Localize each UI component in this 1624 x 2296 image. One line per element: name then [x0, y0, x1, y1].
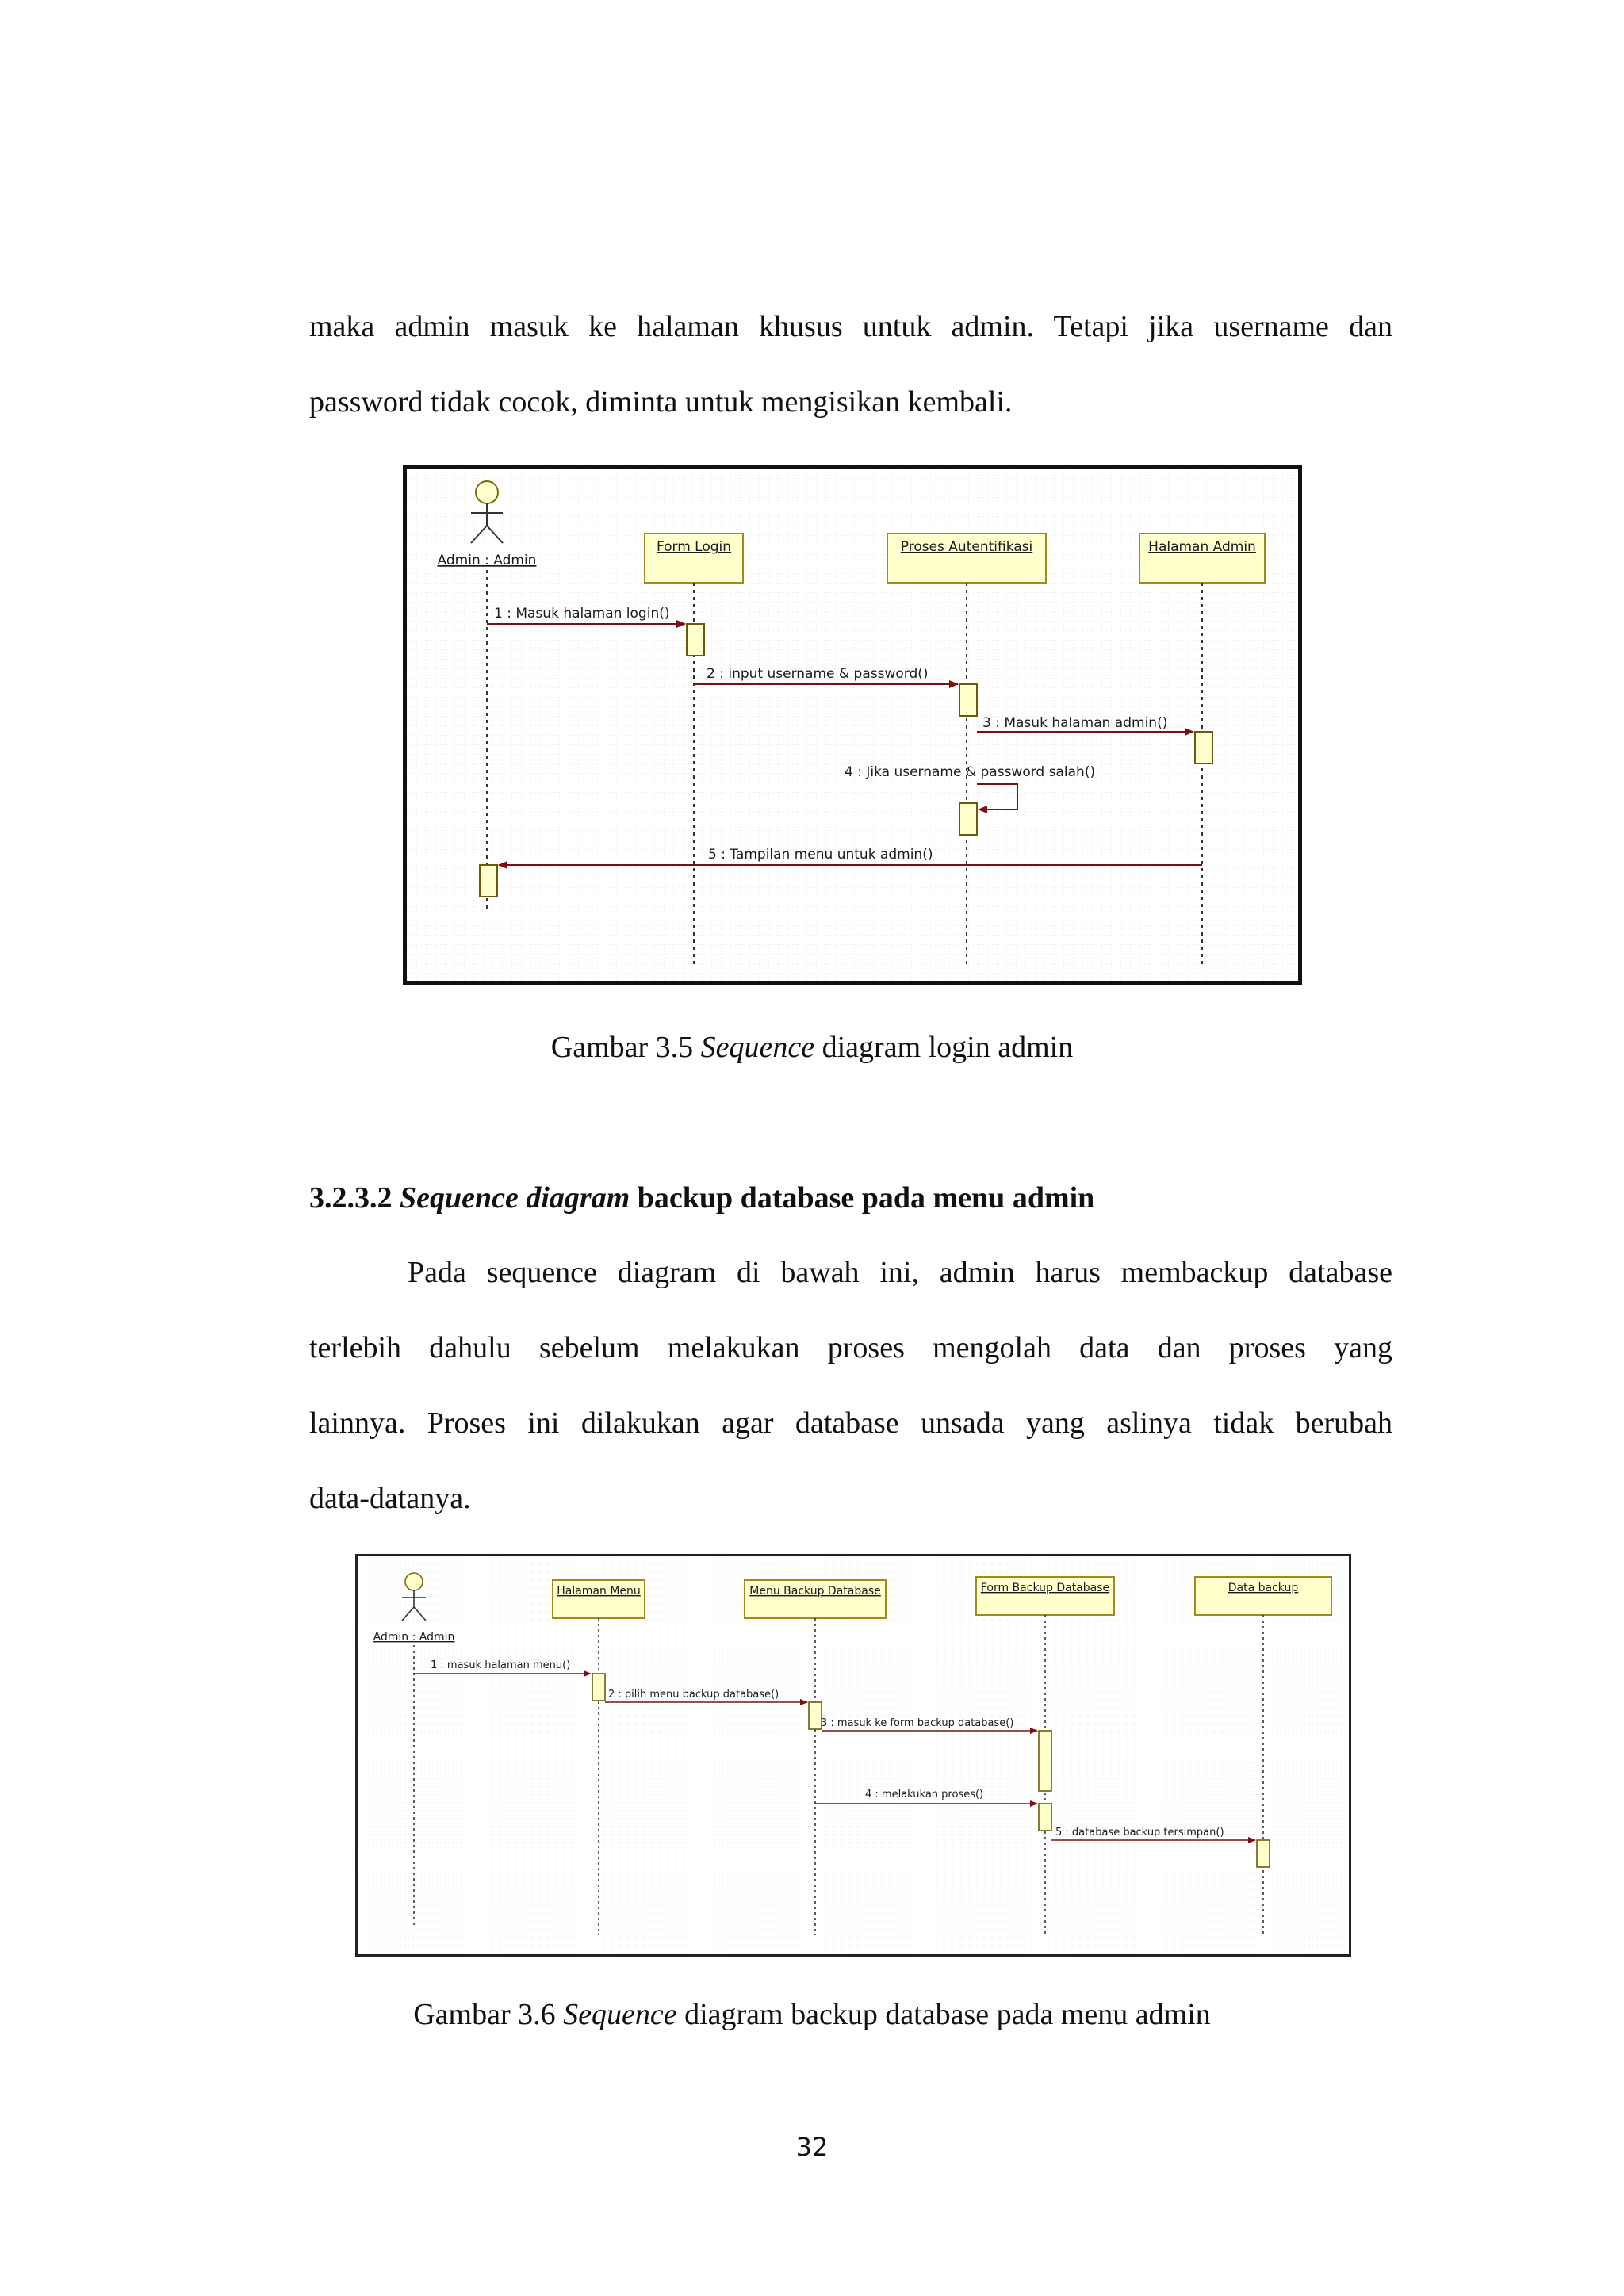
lifeline-halaman-menu [553, 1580, 645, 1618]
sequence-diagram-backup [355, 1554, 1351, 1957]
message-label: 1 : masuk halaman menu() [431, 1659, 571, 1671]
lifeline-menu-backup-database [745, 1580, 886, 1618]
message-label: 4 : Jika username & password salah() [845, 764, 1096, 780]
paragraph-line: lainnya. Proses ini dilakukan agar database unsada yang aslinya tidak berubah [309, 1406, 1392, 1440]
figure-caption-3-5: Gambar 3.5 Sequence diagram login admin [550, 1031, 1074, 1064]
lifeline-halaman-admin [1139, 534, 1265, 583]
lifeline-data-backup [1195, 1577, 1331, 1615]
paragraph-line: terlebih dahulu sebelum melakukan proses mengolah data dan proses yang [309, 1331, 1392, 1364]
section-heading: 3.2.3.2 Sequence diagram backup database pada menu admin [309, 1181, 1095, 1215]
paragraph-line: Pada sequence diagram di bawah ini, admin harus membackup database [408, 1256, 1392, 1289]
paragraph-line: data-datanya. [309, 1482, 471, 1515]
page-number: 32 [795, 2132, 829, 2162]
sequence-diagram-login-svg [407, 469, 1298, 981]
lifeline-label: Form Backup Database [980, 1582, 1110, 1594]
sequence-diagram-login [403, 465, 1302, 985]
message-label: 1 : Masuk halaman login() [494, 606, 670, 622]
lifeline-label: Menu Backup Database [749, 1585, 881, 1598]
paragraph-line: password tidak cocok, diminta untuk mengisikan kembali. [309, 385, 1013, 419]
lifeline-form-login [645, 534, 743, 583]
message-label: 2 : pilih menu backup database() [608, 1689, 779, 1701]
message-label: 4 : melakukan proses() [865, 1789, 984, 1800]
lifeline-label: Data backup [1228, 1582, 1299, 1594]
actor-label: Admin : Admin [437, 553, 537, 568]
actor-label: Admin : Admin [373, 1631, 455, 1644]
message-label: 3 : masuk ke form backup database() [821, 1717, 1014, 1729]
body-paragraph-2 [309, 1235, 1392, 1536]
lifeline-label: Proses Autentifikasi [900, 539, 1033, 555]
lifeline-label: Halaman Admin [1148, 539, 1256, 555]
figure-caption-3-6: Gambar 3.6 Sequence diagram backup database pada menu admin [413, 1998, 1211, 2031]
paragraph-line: maka admin masuk ke halaman khusus untuk admin. Tetapi jika username dan [309, 310, 1392, 343]
lifeline-proses-autentifikasi [887, 534, 1046, 583]
lifeline-label: Form Login [656, 539, 732, 555]
lifeline-label: Halaman Menu [557, 1585, 641, 1598]
body-paragraph-1 [309, 289, 1392, 440]
sequence-diagram-backup-svg [358, 1556, 1349, 1954]
lifeline-form-backup-database [976, 1577, 1114, 1615]
message-label: 5 : database backup tersimpan() [1055, 1827, 1224, 1839]
message-label: 2 : input username & password() [707, 666, 929, 682]
message-label: 5 : Tampilan menu untuk admin() [708, 847, 933, 863]
message-label: 3 : Masuk halaman admin() [982, 715, 1168, 731]
